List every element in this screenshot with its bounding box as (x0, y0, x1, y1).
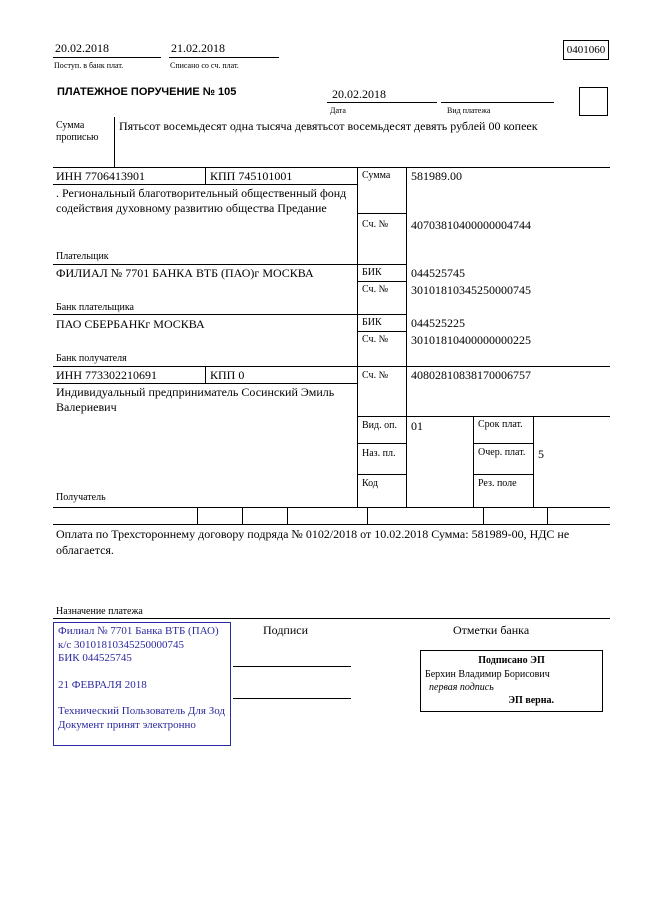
purpose-text: Оплата по Трехстороннему договору подряда № 0102/2018 от 10.02.2018 Сумма: 581989-00, НДС не облагается. (56, 527, 570, 557)
rez-label: Рез. поле (478, 478, 517, 489)
amount-words-value: Пятьсот восемьдесят одна тысяча девятьсот восемьдесят девять рублей 00 копеек (119, 119, 538, 133)
amount-value: 581989.00 (411, 169, 462, 183)
payment-type-box (579, 87, 608, 116)
ocher-label: Очер. плат. (478, 447, 526, 458)
payee-bank-bik: 044525225 (411, 316, 465, 330)
received-date: 20.02.2018 (55, 41, 109, 55)
debited-label: Списано со сч. плат. (170, 61, 239, 70)
bank-stamp-date: 21 ФЕВРАЛЯ 2018 (58, 678, 147, 691)
signatures-label: Подписи (263, 623, 309, 637)
amount-label: Сумма (362, 170, 391, 181)
payer-bank-bik-label: БИК (362, 267, 382, 278)
payment-type-label: Вид платежа (447, 106, 491, 115)
bank-stamp-line4: Технический Пользователь Для Зод (58, 705, 226, 717)
ep-stamp (420, 650, 603, 712)
payer-account-value: 40703810400000004744 (411, 218, 531, 232)
payee-inn: ИНН 773302210691 (56, 368, 157, 382)
purpose-label: Назначение платежа (56, 606, 143, 617)
page-title: ПЛАТЕЖНОЕ ПОРУЧЕНИЕ № 105 (57, 86, 237, 98)
kod-label: Код (362, 478, 378, 489)
debited-date: 21.02.2018 (171, 41, 225, 55)
payer-bank-acc: 30101810345250000745 (411, 283, 531, 297)
naz-label: Наз. пл. (362, 448, 396, 459)
ep-signer: Берхин Владимир Борисович (425, 669, 550, 680)
amount-words-label: Сумма прописью (56, 120, 99, 143)
srok-label: Срок плат. (478, 419, 523, 430)
payee-kpp: КПП 0 (210, 368, 245, 382)
payer-kpp: КПП 745101001 (210, 169, 293, 183)
bank-stamp-line1: Филиал № 7701 Банка ВТБ (ПАО) (58, 625, 219, 637)
ocher-value: 5 (538, 447, 544, 461)
ep-sign: первая подпись (429, 682, 494, 693)
payee-acc-label: Сч. № (362, 370, 389, 381)
received-label: Поступ. в банк плат. (54, 61, 124, 70)
payer-inn: ИНН 7706413901 (56, 169, 145, 183)
vid-op-value: 01 (411, 419, 423, 433)
ep-title: Подписано ЭП (478, 655, 545, 666)
bank-stamp-line5: Документ принят электронно (58, 718, 196, 731)
payee-bank-bik-label: БИК (362, 317, 382, 328)
payee-bank-label: Банк получателя (56, 353, 127, 364)
payer-bank-acc-label: Сч. № (362, 284, 389, 295)
ep-verified: ЭП верна. (508, 695, 554, 706)
form-code: 0401060 (563, 40, 609, 60)
payee-acc: 40802810838170006757 (411, 368, 531, 382)
payee-bank-acc: 30101810400000000225 (411, 333, 531, 347)
payee-bank-name: ПАО СБЕРБАНКг МОСКВА (56, 317, 205, 331)
payer-bank-bik: 044525745 (411, 266, 465, 280)
bank-stamp-line3: БИК 044525745 (58, 652, 132, 664)
payer-name: . Региональный благотворительный общественный фонд содействия духовному развитию общества Предание (56, 186, 347, 215)
payee-bank-acc-label: Сч. № (362, 334, 389, 345)
vid-op-label: Вид. оп. (362, 420, 397, 431)
payer-label: Плательщик (56, 251, 109, 262)
date-label: Дата (330, 106, 346, 115)
payee-label: Получатель (56, 492, 106, 503)
bank-marks-label: Отметки банка (453, 623, 530, 637)
bank-stamp (53, 622, 231, 746)
payer-bank-label: Банк плательщика (56, 302, 134, 313)
payer-account-label: Сч. № (362, 219, 389, 230)
payer-bank-name: ФИЛИАЛ № 7701 БАНКА ВТБ (ПАО)г МОСКВА (56, 266, 314, 280)
bank-stamp-line2: к/с 30101810345250000745 (58, 638, 185, 651)
document-date: 20.02.2018 (332, 87, 386, 101)
payee-name: Индивидуальный предприниматель Сосинский Эмиль Валериевич (56, 385, 335, 414)
